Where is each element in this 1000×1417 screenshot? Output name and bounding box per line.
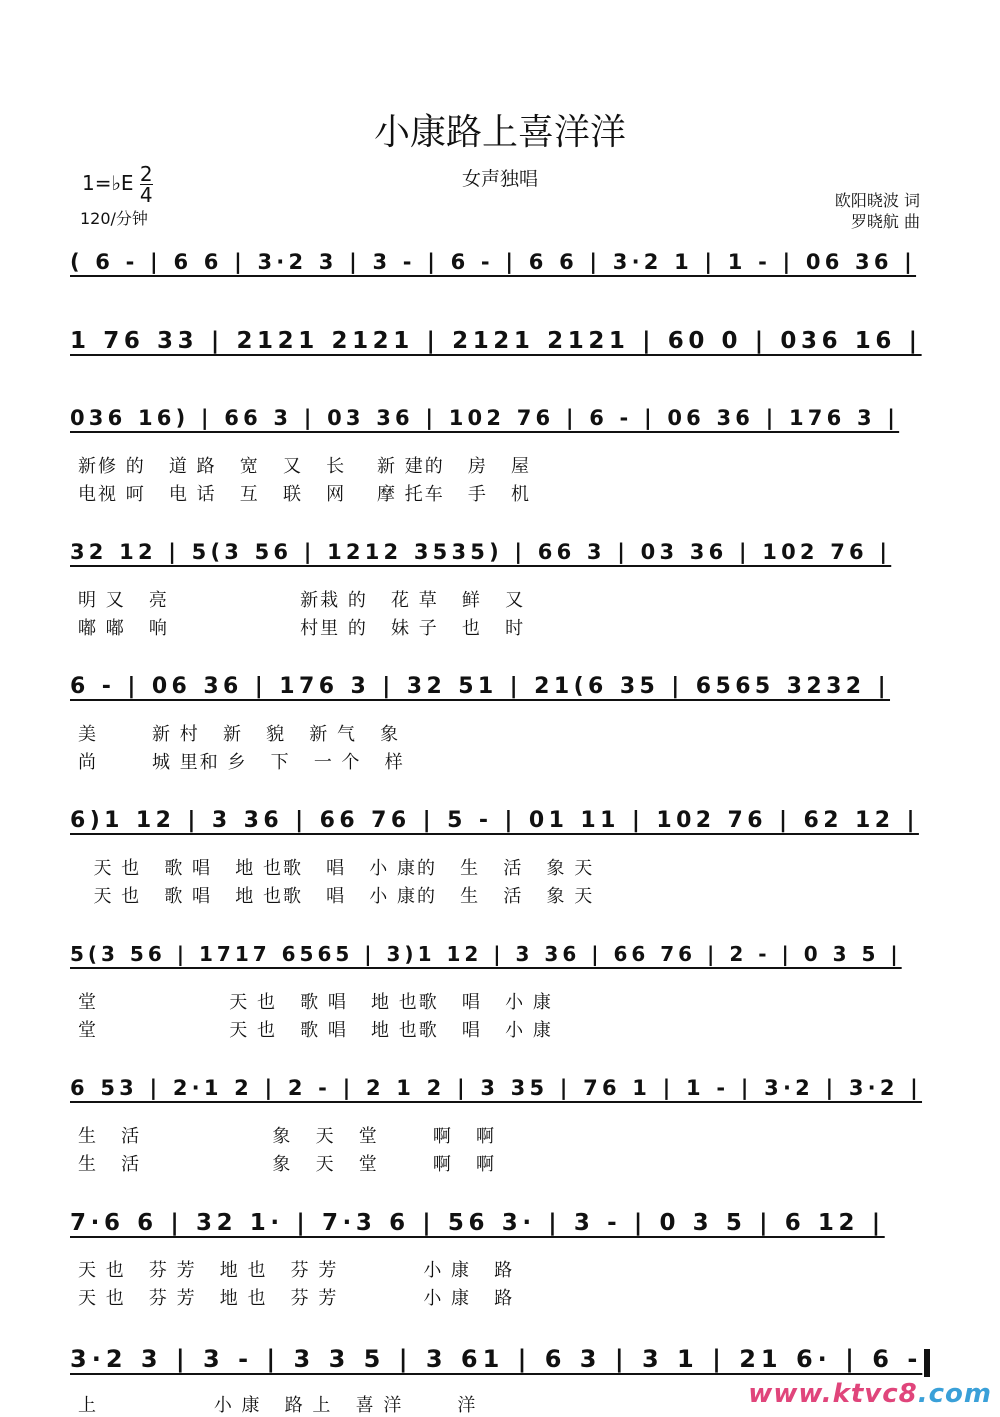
lyric-verse-1: 明 又 亮 新栽 的 花 草 鲜 又 xyxy=(78,590,526,611)
song-title: 小康路上喜洋洋 xyxy=(373,112,626,153)
lyric-verse-2: 尚 城 里和 乡 下 一 个 样 xyxy=(78,752,405,773)
lyric-verse-1: 上 小 康 路 上 喜 洋 洋 xyxy=(78,1395,478,1416)
watermark-text: www.ktvc8 xyxy=(748,1379,918,1409)
notation-row: 7·6 6 | 32 1· | 7·3 6 | 56 3· | 3 - | 0 3 5 | 6 12 | xyxy=(70,1210,885,1236)
tempo-marking: 120/分钟 xyxy=(80,209,148,228)
lyric-verse-1: 新修 的 道 路 宽 又 长 新 建的 房 屋 xyxy=(78,456,532,477)
notation-row: 3·2 3 | 3 - | 3 3 5 | 3 61 | 6 3 | 3 1 | 21 6· | 6 - xyxy=(70,1345,923,1373)
score-line xyxy=(70,250,930,290)
lyric-verse-1: 天 也 歌 唱 地 也歌 唱 小 康的 生 活 象 天 xyxy=(78,858,595,879)
key-label: 1=♭E xyxy=(82,171,134,195)
site-watermark xyxy=(748,1379,992,1409)
lyric-verse-1: 美 新 村 新 貌 新 气 象 xyxy=(78,724,401,745)
time-bottom: 4 xyxy=(139,183,153,207)
composer-credit: 罗晓航 曲 xyxy=(850,212,920,231)
notation-row: 5(3 56 | 1717 6565 | 3)1 12 | 3 36 | 66 76 | 2 - | 0 3 5 | xyxy=(70,942,902,966)
notation-row: 6 53 | 2·1 2 | 2 - | 2 1 2 | 3 35 | 76 1 | 1 - | 3·2 | 3·2 | xyxy=(70,1076,923,1100)
score-line xyxy=(70,942,930,1041)
performance-type: 女声独唱 xyxy=(461,168,538,190)
lyric-verse-1: 生 活 象 天 堂 啊 啊 xyxy=(78,1126,496,1147)
score-line xyxy=(70,1210,930,1309)
lyric-verse-1: 堂 天 也 歌 唱 地 也歌 唱 小 康 xyxy=(78,992,553,1013)
lyric-verse-2: 天 也 歌 唱 地 也歌 唱 小 康的 生 活 象 天 xyxy=(78,886,595,907)
notation-row: ( 6 - | 6 6 | 3·2 3 | 3 - | 6 - | 6 6 | 3·2 1 | 1 - | 06 36 | xyxy=(70,250,917,274)
score-line xyxy=(70,808,930,907)
notation-row: 32 12 | 5(3 56 | 1212 3535) | 66 3 | 03 36 | 102 76 | xyxy=(70,540,892,564)
lyric-verse-2: 天 也 芬 芳 地 也 芬 芳 小 康 路 xyxy=(78,1288,515,1309)
time-top: 2 xyxy=(139,162,153,186)
notation-row: 6)1 12 | 3 36 | 66 76 | 5 - | 01 11 | 102 76 | 62 12 | xyxy=(70,808,919,833)
lyric-verse-2: 生 活 象 天 堂 啊 啊 xyxy=(78,1154,496,1175)
score-line xyxy=(70,540,930,639)
score-line xyxy=(70,406,930,505)
score-line xyxy=(70,1076,930,1175)
final-barline xyxy=(924,1349,930,1377)
notation-row: 6 - | 06 36 | 176 3 | 32 51 | 21(6 35 | 6565 3232 | xyxy=(70,674,891,699)
lyric-verse-1: 天 也 芬 芳 地 也 芬 芳 小 康 路 xyxy=(78,1260,515,1281)
score-line xyxy=(70,674,930,773)
lyric-verse-2: 电视 呵 电 话 互 联 网 摩 托车 手 机 xyxy=(78,484,532,505)
time-signature xyxy=(140,164,153,205)
lyricist-credit: 欧阳晓波 词 xyxy=(834,191,920,210)
key-signature xyxy=(82,164,153,205)
watermark-suffix: .com xyxy=(917,1379,992,1409)
notation-row: 1 76 33 | 2121 2121 | 2121 2121 | 60 0 | 036 16 | xyxy=(70,328,922,354)
notation-row: 036 16) | 66 3 | 03 36 | 102 76 | 6 - | 06 36 | 176 3 | xyxy=(70,406,900,430)
score-line xyxy=(70,328,930,368)
lyric-verse-2: 堂 天 也 歌 唱 地 也歌 唱 小 康 xyxy=(78,1020,553,1041)
lyric-verse-2: 嘟 嘟 响 村里 的 妹 子 也 时 xyxy=(78,618,526,639)
